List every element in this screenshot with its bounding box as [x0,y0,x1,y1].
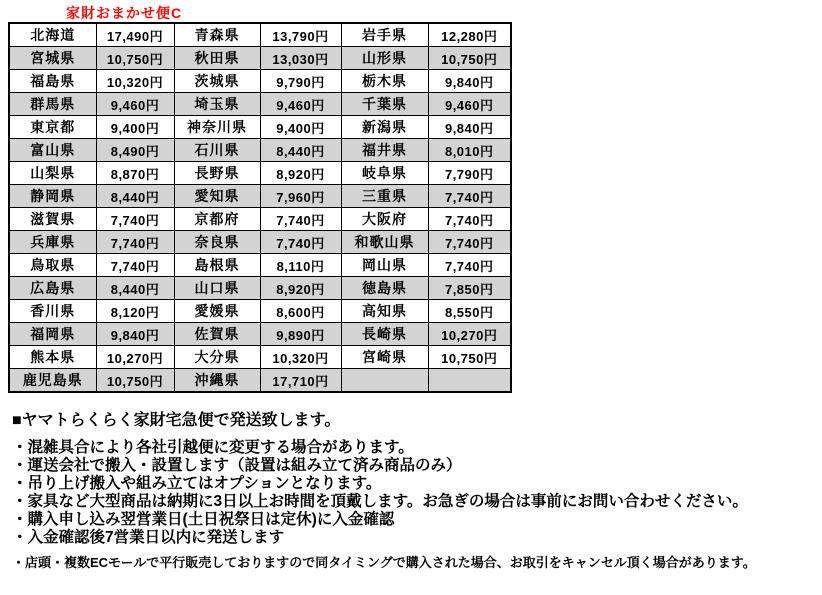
table-row [9,208,511,231]
price-cell: 10,750円 [428,47,511,70]
prefecture-cell: 大分県 [174,346,260,369]
price-cell: 10,750円 [96,47,174,70]
price-cell: 8,920円 [260,162,341,185]
price-cell: 9,400円 [96,116,174,139]
prefecture-cell: 広島県 [9,277,96,300]
prefecture-cell: 三重県 [341,185,428,208]
prefecture-cell: 長野県 [174,162,260,185]
price-cell: 8,490円 [96,139,174,162]
price-cell [428,369,511,393]
price-cell: 17,710円 [260,369,341,393]
prefecture-cell: 福島県 [9,70,96,93]
prefecture-cell: 島根県 [174,254,260,277]
prefecture-cell: 鳥取県 [9,254,96,277]
price-cell: 7,740円 [428,185,511,208]
prefecture-cell: 新潟県 [341,116,428,139]
price-cell: 10,270円 [428,323,511,346]
prefecture-cell: 茨城県 [174,70,260,93]
prefecture-cell: 愛知県 [174,185,260,208]
price-cell: 7,740円 [428,231,511,254]
prefecture-cell: 東京都 [9,116,96,139]
prefecture-cell: 大阪府 [341,208,428,231]
table-row [9,116,511,139]
table-row [9,47,511,70]
prefecture-cell: 熊本県 [9,346,96,369]
prefecture-cell: 千葉県 [341,93,428,116]
price-cell: 8,550円 [428,300,511,323]
table-row [9,369,511,393]
page-title: 家財おまかせ便C [66,5,183,21]
prefecture-cell: 石川県 [174,139,260,162]
prefecture-cell: 栃木県 [341,70,428,93]
price-cell: 9,460円 [428,93,511,116]
price-cell: 7,960円 [260,185,341,208]
note-bullet: ・吊り上げ搬入や組み立てはオプションとなります。 [12,475,382,492]
prefecture-cell: 群馬県 [9,93,96,116]
price-cell: 10,320円 [96,70,174,93]
price-cell: 9,840円 [428,70,511,93]
table-row [9,277,511,300]
prefecture-cell: 山梨県 [9,162,96,185]
prefecture-cell: 山口県 [174,277,260,300]
price-cell: 8,110円 [260,254,341,277]
prefecture-cell: 鹿児島県 [9,369,96,393]
price-cell: 8,440円 [260,139,341,162]
prefecture-cell: 山形県 [341,47,428,70]
table-row [9,323,511,346]
price-cell: 7,740円 [260,231,341,254]
price-cell: 10,320円 [260,346,341,369]
price-cell: 9,460円 [260,93,341,116]
prefecture-cell: 静岡県 [9,185,96,208]
table-row [9,23,511,47]
prefecture-cell: 秋田県 [174,47,260,70]
prefecture-cell: 青森県 [174,23,260,47]
prefecture-cell: 岩手県 [341,23,428,47]
notes-bullet-list [12,439,816,547]
price-cell: 9,790円 [260,70,341,93]
prefecture-cell: 兵庫県 [9,231,96,254]
price-cell: 10,750円 [96,369,174,393]
prefecture-cell: 神奈川県 [174,116,260,139]
prefecture-cell: 高知県 [341,300,428,323]
table-row [9,70,511,93]
note-bullet: ・入金確認後7営業日以内に発送します [12,529,285,546]
price-cell: 10,750円 [428,346,511,369]
table-row [9,185,511,208]
prefecture-cell: 徳島県 [341,277,428,300]
table-row [9,162,511,185]
price-cell: 9,460円 [96,93,174,116]
price-cell: 17,490円 [96,23,174,47]
price-cell: 7,740円 [96,254,174,277]
table-row [9,346,511,369]
price-cell: 13,030円 [260,47,341,70]
price-cell: 7,850円 [428,277,511,300]
price-cell: 7,740円 [428,254,511,277]
price-cell: 13,790円 [260,23,341,47]
price-cell: 8,440円 [96,185,174,208]
price-cell: 8,920円 [260,277,341,300]
notes-heading: ■ヤマトらくらく家財宅急便で発送致します。 [12,412,341,429]
prefecture-cell: 香川県 [9,300,96,323]
price-cell: 7,740円 [428,208,511,231]
price-cell: 8,010円 [428,139,511,162]
price-cell: 12,280円 [428,23,511,47]
price-cell: 7,740円 [260,208,341,231]
price-cell: 7,790円 [428,162,511,185]
prefecture-cell: 宮崎県 [341,346,428,369]
prefecture-cell: 長崎県 [341,323,428,346]
price-cell: 9,400円 [260,116,341,139]
prefecture-cell [341,369,428,393]
shipping-fee-table [8,22,512,393]
notes-footnote: ・店頭・複数ECモールで平行販売しておりますので同タイミングで購入された場合、お取引をキャンセル頂く場合があります。 [12,555,756,570]
price-cell: 7,740円 [96,231,174,254]
prefecture-cell: 福岡県 [9,323,96,346]
prefecture-cell: 京都府 [174,208,260,231]
note-bullet: ・家具など大型商品は納期に3日以上お時間を頂戴します。お急ぎの場合は事前にお問い合わせください。 [12,493,748,510]
price-cell: 8,870円 [96,162,174,185]
note-bullet: ・混雑具合により各社引越便に変更する場合があります。 [12,439,414,456]
table-row [9,254,511,277]
note-bullet: ・購入申し込み翌営業日(土日祝祭日は定休)に入金確認 [12,511,395,528]
price-cell: 8,120円 [96,300,174,323]
prefecture-cell: 佐賀県 [174,323,260,346]
price-cell: 9,890円 [260,323,341,346]
table-row [9,139,511,162]
prefecture-cell: 富山県 [9,139,96,162]
prefecture-cell: 奈良県 [174,231,260,254]
table-row [9,231,511,254]
prefecture-cell: 沖縄県 [174,369,260,393]
prefecture-cell: 滋賀県 [9,208,96,231]
prefecture-cell: 埼玉県 [174,93,260,116]
prefecture-cell: 岐阜県 [341,162,428,185]
price-cell: 9,840円 [428,116,511,139]
prefecture-cell: 宮城県 [9,47,96,70]
table-row [9,300,511,323]
price-cell: 8,440円 [96,277,174,300]
price-cell: 8,600円 [260,300,341,323]
prefecture-cell: 北海道 [9,23,96,47]
price-cell: 10,270円 [96,346,174,369]
prefecture-cell: 和歌山県 [341,231,428,254]
prefecture-cell: 愛媛県 [174,300,260,323]
price-cell: 7,740円 [96,208,174,231]
shipping-notes [12,411,816,571]
table-row [9,93,511,116]
price-cell: 9,840円 [96,323,174,346]
prefecture-cell: 岡山県 [341,254,428,277]
prefecture-cell: 福井県 [341,139,428,162]
note-bullet: ・運送会社で搬入・設置します（設置は組み立て済み商品のみ） [12,457,462,474]
